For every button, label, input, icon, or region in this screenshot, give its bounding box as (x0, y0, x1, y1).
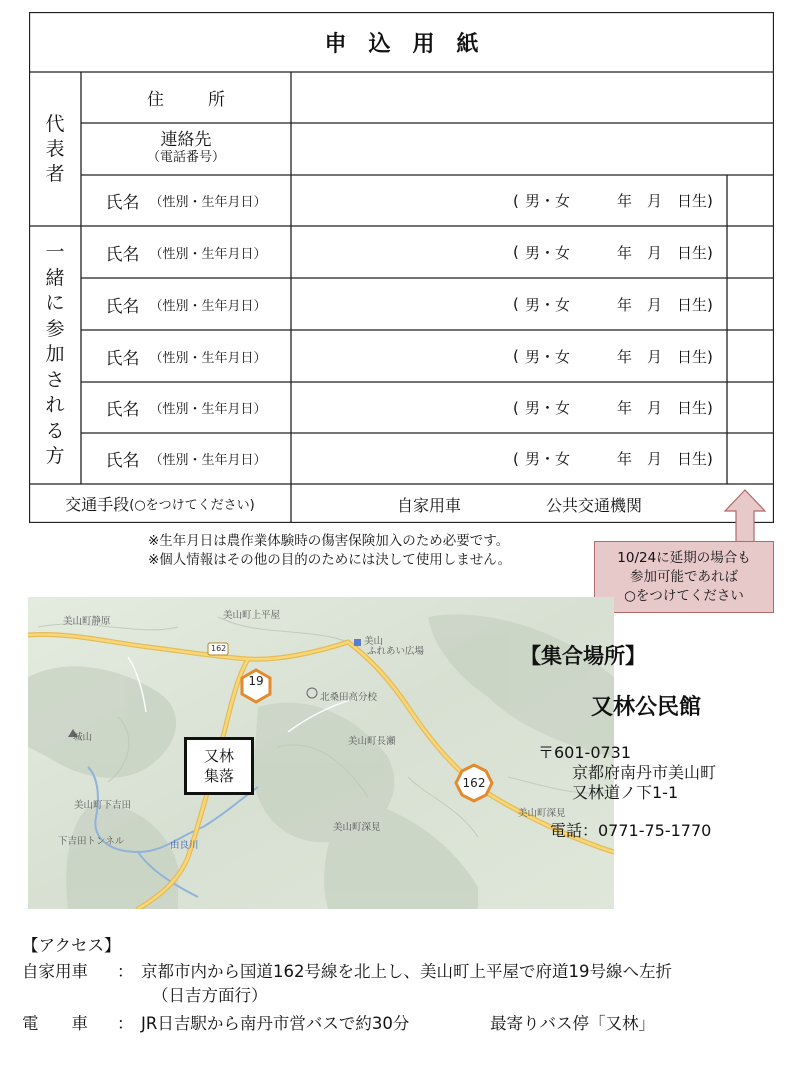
route-19-badge: 19 (248, 674, 264, 688)
access-train-text-2: 最寄りバス停「又林」 (490, 1014, 655, 1033)
name-label-sub: （性別・生年月日） (149, 298, 267, 314)
meeting-heading: 【集合場所】 (520, 644, 646, 668)
sex-birthdate-field[interactable] (291, 175, 727, 226)
meeting-phone: 電話：0771-75-1770 (550, 821, 712, 840)
name-label-main: 氏名 (105, 348, 140, 369)
comp-char: る (45, 419, 65, 442)
birth-label: 日生) (677, 192, 713, 210)
sex-options[interactable]: 男・女 (525, 243, 571, 262)
transport-option-car[interactable]: 自家用車 (397, 496, 462, 515)
address-label: 住所 (147, 90, 269, 110)
transport-label (29, 484, 291, 523)
month-label: 月 (647, 192, 663, 210)
up-arrow-icon (594, 489, 774, 545)
name-label-sub: （性別・生年月日） (149, 402, 267, 417)
comp-char: に (45, 292, 65, 315)
representative-label (29, 72, 81, 226)
birth-label: 日生) (677, 295, 713, 314)
paren-open: ( (513, 295, 519, 313)
birth-label: 日生) (677, 399, 713, 417)
phone-field[interactable] (291, 123, 774, 175)
name-label (81, 433, 291, 484)
map-label-tunnel: 下吉田トンネル (58, 836, 125, 847)
map-label-school: 北桑田高分校 (320, 692, 378, 703)
map-label-nagase: 美山町長瀬 (348, 736, 396, 747)
comp-char: 参 (45, 317, 65, 340)
transport-label-main: 交通手段 (65, 495, 130, 514)
map-label-fureai: 美山 (364, 636, 384, 647)
sex-options[interactable]: 男・女 (525, 450, 571, 468)
village-label-line2: 集落 (203, 767, 234, 785)
name-label (81, 278, 291, 330)
access-heading: 【アクセス】 (22, 936, 121, 955)
paren-open: ( (513, 398, 519, 417)
name-label-main: 氏名 (105, 400, 140, 420)
address-field[interactable] (291, 72, 774, 123)
postpone-check-cell[interactable] (727, 330, 774, 382)
name-label (81, 226, 291, 278)
village-label-line1: 又林 (203, 747, 234, 765)
comp-char: 緒 (45, 266, 65, 289)
postpone-check-cell[interactable] (727, 175, 774, 226)
birth-label: 日生) (677, 347, 713, 366)
rep-char: 者 (45, 162, 65, 185)
name-label (81, 382, 291, 433)
comp-char: さ (45, 368, 65, 391)
map-label-shimoyoshida: 美山町下吉田 (74, 800, 132, 811)
contact-label-sub: （電話番号） (146, 150, 225, 165)
note-insurance: ※生年月日は農作業体験時の傷害保険加入のため必要です。 (148, 533, 510, 549)
callout-box (594, 541, 774, 613)
sex-birthdate-field[interactable] (291, 226, 727, 278)
access-car-text: 京都市内から国道162号線を北上し、美山町上平屋で府道19号線へ左折 (141, 962, 672, 981)
comp-char: 一 (45, 241, 65, 264)
year-label: 年 (617, 399, 633, 417)
map-label-route162-small: 162 (211, 644, 227, 653)
month-label: 月 (647, 347, 663, 366)
name-label-sub: （性別・生年月日） (149, 246, 267, 262)
note-privacy: ※個人情報はその他の目的のためには決して使用しません。 (148, 552, 512, 568)
comp-char: 加 (45, 343, 65, 366)
access-train-label: 電 車 (22, 1014, 88, 1033)
map-label-fukami-east: 美山町深見 (518, 808, 566, 819)
access-car-text-2: （日吉方面行） (152, 986, 268, 1005)
access-colon: ： (117, 1014, 134, 1033)
paren-open: ( (513, 191, 519, 210)
map-label-kamihiraya: 美山町上平屋 (223, 610, 281, 621)
map-label-fukami: 美山町深見 (333, 822, 381, 833)
postpone-check-cell[interactable] (727, 433, 774, 484)
postpone-callout (594, 489, 774, 613)
map-label-yurakawa: 由良川 (170, 840, 199, 851)
sex-birthdate-field[interactable] (291, 330, 727, 382)
sex-options[interactable]: 男・女 (525, 192, 571, 210)
map-label-shizuhara: 美山町静原 (63, 616, 111, 627)
name-label-sub: （性別・生年月日） (149, 453, 267, 468)
sex-options[interactable]: 男・女 (525, 347, 571, 366)
map-label-fureai-2: ふれあい広場 (367, 646, 425, 657)
name-label-main: 氏名 (105, 451, 140, 471)
rep-char: 表 (45, 137, 65, 160)
name-label-sub: （性別・生年月日） (149, 350, 267, 366)
rep-char: 代 (45, 112, 65, 135)
postpone-check-cell[interactable] (727, 278, 774, 330)
meeting-postal: 〒601-0731 (538, 743, 632, 762)
callout-line: ○をつけてください (624, 587, 744, 604)
name-label (81, 175, 291, 226)
postpone-check-cell[interactable] (727, 226, 774, 278)
month-label: 月 (647, 243, 663, 262)
name-label-main: 氏名 (105, 193, 140, 213)
name-label-main: 氏名 (105, 244, 140, 265)
route-162-badge: 162 (462, 776, 486, 790)
matabayashi-village-marker (184, 737, 254, 795)
sex-options[interactable]: 男・女 (525, 295, 571, 314)
paren-open: ( (513, 347, 519, 365)
sex-birthdate-field[interactable] (291, 433, 727, 484)
name-label-main: 氏名 (105, 296, 140, 317)
application-form (29, 12, 774, 523)
comp-char: れ (45, 394, 65, 417)
year-label: 年 (617, 243, 633, 262)
paren-open: ( (513, 243, 519, 261)
contact-label (81, 123, 291, 175)
meeting-address-2: 又林道ノ下1-1 (572, 783, 679, 802)
birth-label: 日生) (677, 243, 713, 262)
month-label: 月 (647, 399, 663, 417)
callout-line: 10/24に延期の場合も (617, 549, 751, 566)
postpone-check-cell[interactable] (727, 382, 774, 433)
month-label: 月 (647, 295, 663, 314)
transport-label-sub: (○をつけてください) (129, 498, 255, 513)
form-title: 申込用紙 (324, 31, 501, 57)
meeting-place-name: 又林公民館 (591, 695, 702, 720)
access-colon: ： (117, 962, 134, 981)
companion-label (29, 226, 81, 484)
contact-label-main: 連絡先 (160, 130, 212, 150)
access-train-text: JR日吉駅から南丹市営バスで約30分 (141, 1014, 410, 1033)
month-label: 月 (647, 450, 663, 468)
access-car-label: 自家用車 (22, 962, 88, 981)
sex-birthdate-field[interactable] (291, 278, 727, 330)
map-label-shiroyama: 城山 (73, 732, 93, 743)
year-label: 年 (617, 295, 633, 314)
birth-label: 日生) (677, 450, 713, 468)
year-label: 年 (617, 192, 633, 210)
sex-birthdate-field[interactable] (291, 382, 727, 433)
comp-char: 方 (45, 445, 65, 468)
name-label-sub: （性別・生年月日） (149, 195, 267, 210)
meeting-address-1: 京都府南丹市美山町 (572, 763, 717, 782)
callout-line: 参加可能であれば (630, 568, 738, 585)
year-label: 年 (617, 450, 633, 468)
sex-options[interactable]: 男・女 (525, 399, 571, 417)
transport-option-public[interactable]: 公共交通機関 (546, 496, 643, 515)
name-label (81, 330, 291, 382)
paren-open: ( (513, 449, 519, 468)
year-label: 年 (617, 347, 633, 366)
